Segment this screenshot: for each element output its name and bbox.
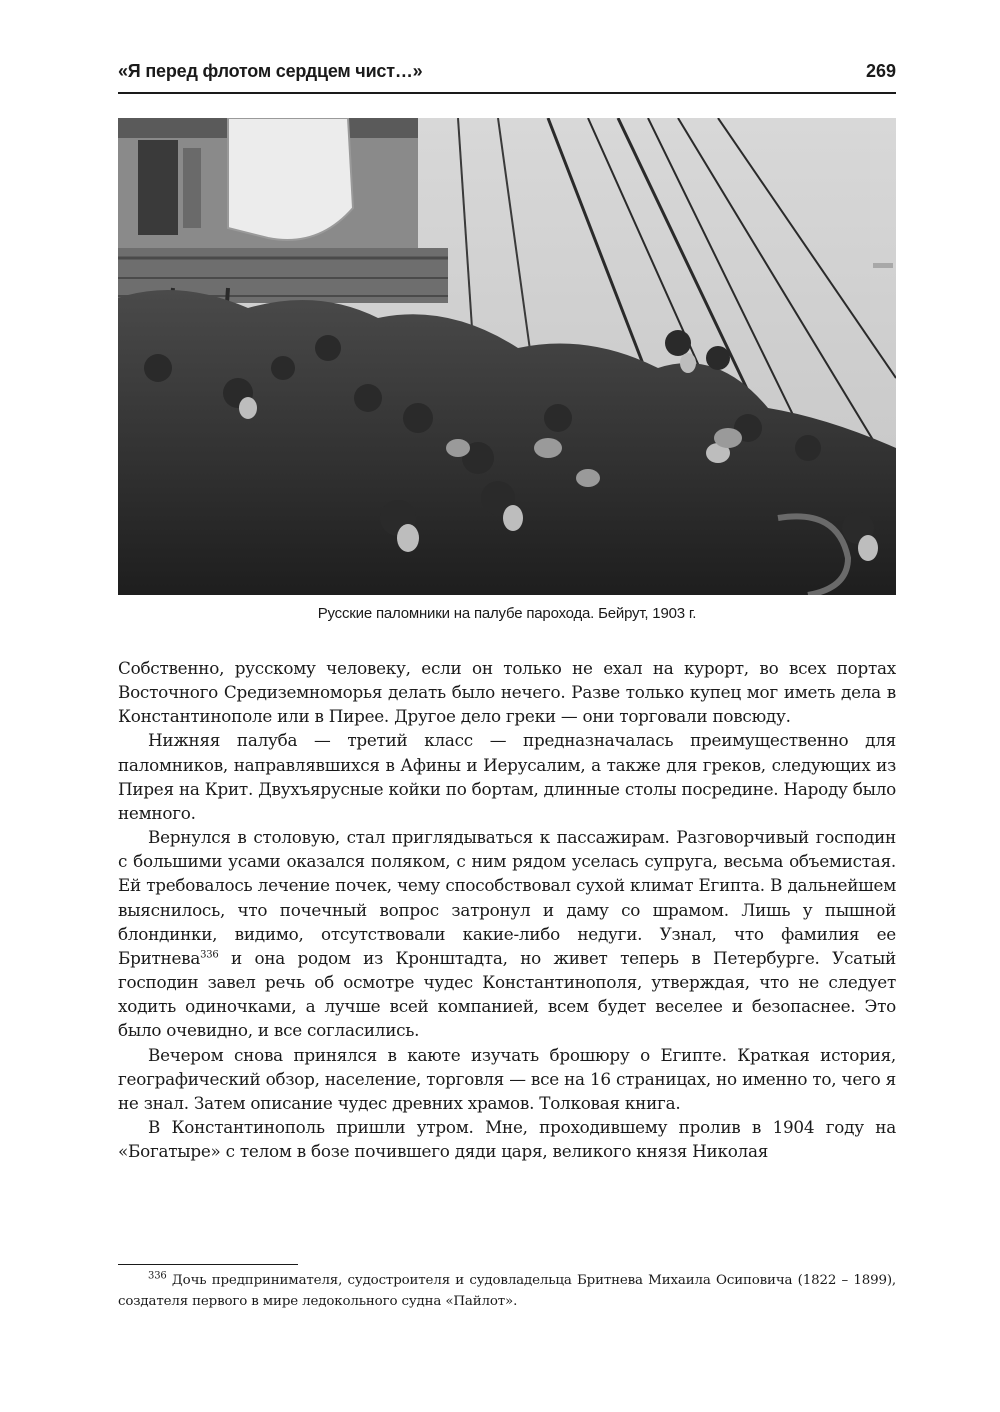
paragraph-text: и она родом из Кронштадта, но живет теперь в Петербурге. Усатый господин завел речь об осмотре чудес Константинополя, утверждая, что не следует ходить одиночками, а лучше всей компанией, всем будет веселее и безопаснее. Это было очевидно, и все согласились. (118, 947, 896, 1041)
footnote-separator (118, 1264, 298, 1265)
figure-caption: Русские паломники на палубе парохода. Бейрут, 1903 г. (317, 605, 697, 622)
paragraph: Вечером снова принялся в каюте изучать брошюру о Египте. Краткая история, географический обзор, население, торговля — все на 16 страницах, но именно то, чего я не знал. Затем описание чудес древних храмов. Толковая книга. (118, 1044, 896, 1113)
paragraph (118, 825, 896, 1042)
paragraph: В Константинополь пришли утром. Мне, проходившему пролив в 1904 году на «Богатыре» с телом в бозе почившего дяди царя, великого князя Николая (118, 1116, 896, 1162)
footnote (118, 1270, 896, 1312)
footnote-reference[interactable]: 336 (200, 949, 219, 961)
running-header (118, 58, 896, 94)
footnote-text: Дочь предпринимателя, судостроителя и судовладельца Бритнева Михаила Осиповича (1822 – 1899), создателя первого в мире ледокольного судна «Пайлот». (118, 1273, 896, 1309)
paragraph-text: Вернулся в столовую, стал приглядываться к пассажирам. Разговорчивый господин с большими усами оказался поляком, с ним рядом уселась супруга, весьма объемистая. Ей требовалось лечение почек, чему способствовал сухой климат Египта. В дальнейшем выяснилось, что почечный вопрос затронул и даму со шрамом. Лишь у пышной блондинки, видимо, отсутствовали какие-либо недуги. Узнал, что фамилия ее Бритнева (118, 827, 896, 968)
page-number: 269 (865, 61, 896, 81)
paragraph: Собственно, русскому человеку, если он только не ехал на курорт, во всех портах Восточного Средиземноморья делать было нечего. Разве только купец мог иметь дела в Константинополе или в Пирее. Другое дело греки — они торговали повсюду. (118, 658, 896, 727)
body-text (118, 656, 896, 1163)
paragraph: Нижняя палуба — третий класс — предназначалась преимущественно для паломников, направлявшихся в Афины и Иерусалим, а также для греков, следующих из Пирея на Крит. Двухъярусные койки по бортам, длинные столы посредине. Народу было немного. (118, 730, 896, 823)
archival-photo (118, 118, 896, 595)
footnote-number: 336 (148, 1270, 167, 1282)
running-title: «Я перед флотом сердцем чист…» (118, 61, 423, 81)
